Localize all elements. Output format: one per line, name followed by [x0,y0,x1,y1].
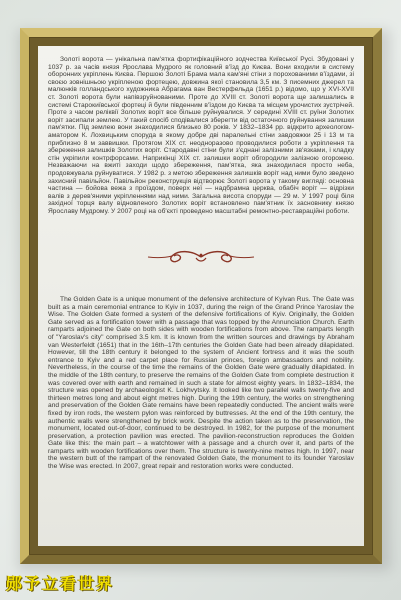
english-text-block: The Golden Gate is a unique monument of the defensive architecture of Kyivan Rus. The Gate was built as a main ceremonial entrance to Kyiv in 1037, during the reign of the Grand Prince Yaroslav the Wise. The Golden Gate formed a system of the defensive fortifications of Kyiv. Originally, the Golden Gate served as a fortification tower with a passage that was topped by the Annunciation Church. Earth ramparts adjoined the Gate on both sides with wooden fortifications from above. The ramparts length of "Yaroslav's city" comprised 3.5 km. It is known from the written sources and drawings by Abraham van Westerfeldt (1651) that in the 16th–17th centuries the Golden Gate had been already dilapidated. However, till the 18th century it belonged to the system of Ancient fortress and it was the south entrance to Kyiv and a red carpet place for Russian princes, foreign ambassadors and nobility. Nevertheless, in the course of the time the remains of the Golden Gate were gradually dilapidated. In the middle of the 18th century, to preserve the remains of the Golden Gate from complete destruction it was covered over with earth and remained in such a state for almost eighty years. In 1832–1834, the structure was opened by archaeologist K. Lokhvytsky. It looked like two parallel walls twenty-five and thirteen metres long and about eight metres high. During the 19th century, the works on strengthening and preservation of the Golden Gate remains have been repeatedly conducted. The ancient walls were fixed by iron rods, the western pylon was reinforced by buttresses. At the end of the 19th century, the authentic walls were strengthened by brick work. Despite the action taken as to the preservation, the monument, located out-of-door, continued to be destroyed. In 1982, for the purpose of the monument preservation, a protection pavilion was erected. The pavilion-reconstruction reproduces the Golden Gate like this: the main part – a watchtower with a passage and a church over it, and parts of the ramparts with wooden fortifications over them. The structure is twenty-nine metres high. In 1997, near the western butt of the rampart of the renovated Golden Gate, the monument to its founder Yaroslav the Wise was erected. In 2007, great repair and restoration works were conducted. [48,296,354,471]
plaque-panel [38,46,364,546]
photographer-watermark: 郧予立看世界 [6,574,115,593]
ukrainian-text-block: Золоті ворота — унікальна пам'ятка фортифікаційного зодчества Київської Русі. Збудовані у 1037 р. за часів князя Ярослава Мудрого як головний в'їзд до Києва. Вони входили в систему оборонних укріплень Києва. Першою Золоті Брама мала кам'яні стіни з порохованими в'їздами, зі своєю зовнішньою укріпленою фортецею, довжина якої становила 3,5 км. З писемних джерел та малюнків голландського художника Абрагама ван Вестерфельда (1651 р.) відомо, що у XVI-XVII ст. Золоті ворота були напівзруйнованими. Проте до XVIII ст. Золоті ворота ще залишались в системі Старокиївської фортеці й були південним в'їздом до Києва та місцем урочистих зустрічей. Проте з часом реліквії Золотих воріт все більше руйнувалися. У середині XVIII ст. руїни Золотих воріт засипали землею. У такий спосіб сподівалися зберегти від остаточного руйнування залишки пам'ятки. Під землею вони знаходилися близько 80 років. У 1832–1834 рр. відкрито археологом-аматором К. Лохвицьким споруда в якому добре дві паралельні стіни завдовжки 25 і 13 м та приблизно 8 м заввишки. Протягом XIX ст. неодноразово проводилися роботи з укріплення та збереження залишків Золотих воріт. Стародавні стіни були з'єднані залізними зв'язками, і кладку стін укріпили контрфорсами. Наприкінці XIX ст. залишки воріт обгородили залізною огорожею. Незважаючи на вжиті заходи щодо збереження, пам'ятка, яка знаходилася просто неба, продовжувала руйнуватися. У 1982 р. з метою збереження залишків воріт над ними було зведено захисний павільйон. Павільйон реконструкція відтворює Золоті ворота у такому вигляді: основна частина — бойова вежа з проїздом, поверх неї — надбрамна церква, обабіч воріт — відрізки валів з дерев'яними укріпленнями над ними. Загальна висота споруди — 29 м. У 1997 році біля західної торця валу відновленого Золотих воріт встановлено пам'ятник їх засновнику князю Ярославу Мудрому. У 2007 році на об'єкті проведено масштабні ремонтно-реставраційні роботи. [48,56,354,215]
plaque-frame [20,28,382,564]
decorative-divider-ornament [146,246,256,268]
